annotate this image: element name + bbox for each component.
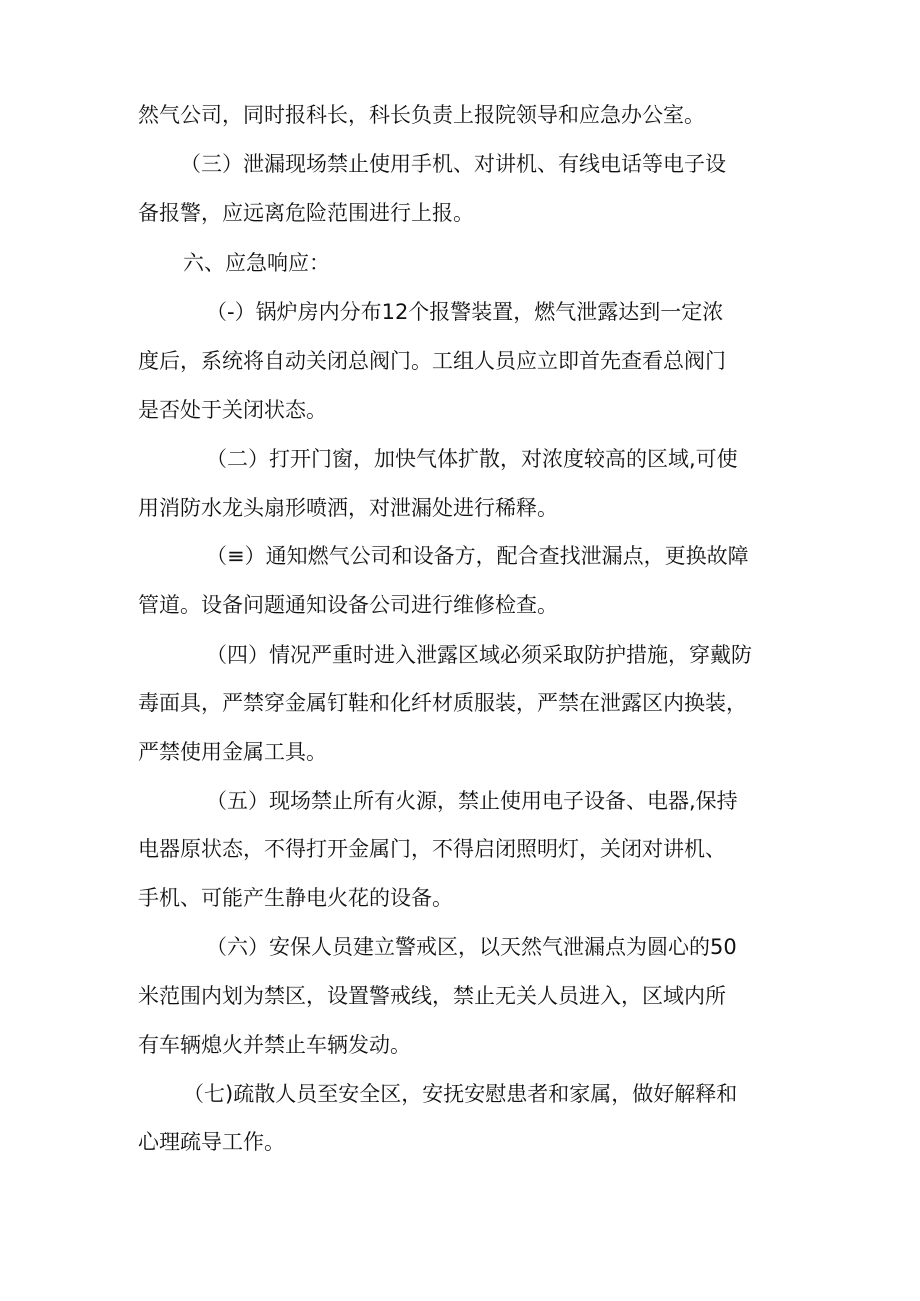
text-line: 米范围内划为禁区，设置警戒线，禁止无关人员进入，区域内所 bbox=[138, 984, 726, 1008]
text-line: 毒面具，严禁穿金属钉鞋和化纤材质服装，严禁在泄露区内换装， bbox=[138, 691, 747, 715]
text-line: （四）情况严重时进入泄露区域必须采取防护措施，穿戴防 bbox=[206, 643, 752, 667]
text-line: 用消防水龙头扇形喷洒，对泄漏处进行稀释。 bbox=[138, 496, 558, 520]
text-line: （-）锅炉房内分布12个报警装置，燃气泄露达到一定浓 bbox=[206, 300, 724, 324]
text-line: 有车辆熄火并禁止车辆发动。 bbox=[138, 1033, 411, 1057]
text-line: 手机、可能产生静电火花的设备。 bbox=[138, 886, 453, 910]
text-line: （六）安保人员建立警戒区，以天然气泄漏点为圆心的50 bbox=[206, 935, 737, 959]
section-heading: 六、应急响应： bbox=[183, 251, 330, 275]
text-line: （二）打开门窗，加快气体扩散，对浓度较高的区域,可使 bbox=[206, 447, 738, 471]
text-line: （≡）通知燃气公司和设备方，配合查找泄漏点，更换故障 bbox=[206, 544, 749, 568]
text-line: 管道。设备问题通知设备公司进行维修检查。 bbox=[138, 593, 558, 617]
text-line: 备报警，应远离危险范围进行上报。 bbox=[138, 201, 474, 225]
text-line: 度后，系统将自动关闭总阀门。工组人员应立即首先查看总阀门 bbox=[138, 349, 726, 373]
text-line: 严禁使用金属工具。 bbox=[138, 740, 327, 764]
text-line: 电器原状态，不得打开金属门，不得启闭照明灯，关闭对讲机、 bbox=[138, 837, 726, 861]
text-line: （七)疏散人员至安全区，安抚安慰患者和家属，做好解释和 bbox=[183, 1082, 738, 1106]
text-line: 是否处于关闭状态。 bbox=[138, 398, 327, 422]
text-line: （三）泄漏现场禁止使用手机、对讲机、有线电话等电子设 bbox=[180, 152, 726, 176]
text-line: 然气公司，同时报科长，科长负责上报院领导和应急办公室。 bbox=[138, 103, 705, 127]
text-line: （五）现场禁止所有火源，禁止使用电子设备、电器,保持 bbox=[206, 789, 738, 813]
text-line: 心理疏导工作。 bbox=[138, 1130, 285, 1154]
